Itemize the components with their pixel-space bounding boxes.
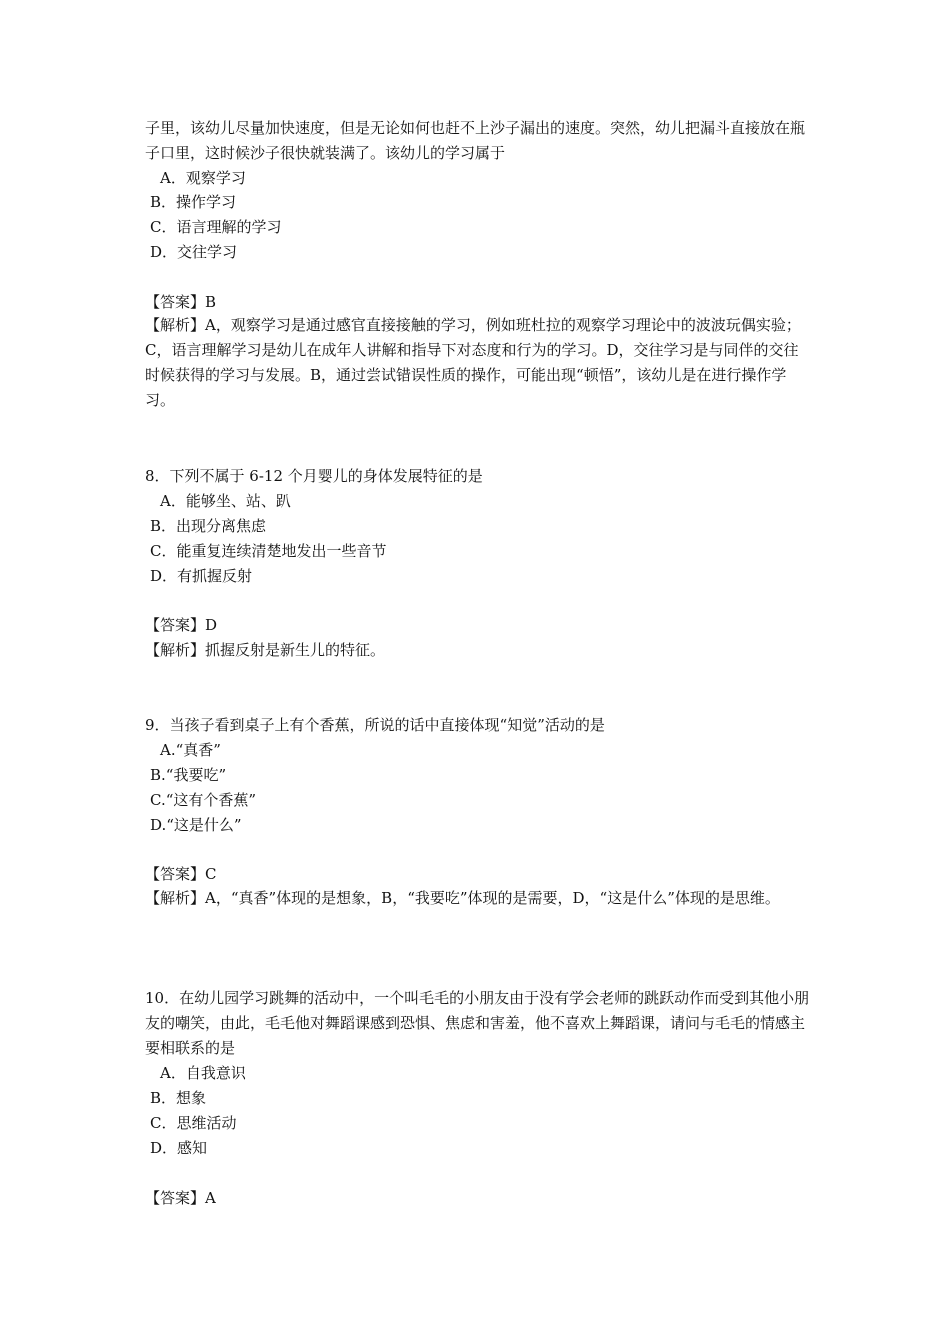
- q8-answer: 【答案】D: [145, 616, 218, 634]
- q8-stem: 8．下列不属于 6-12 个月婴儿的身体发展特征的是: [145, 467, 483, 485]
- q10-option-d: D．感知: [150, 1139, 208, 1157]
- q9-option-b: B.“我要吃”: [150, 766, 227, 784]
- q9-answer: 【答案】C: [145, 865, 217, 883]
- q7-option-d: D．交往学习: [150, 243, 238, 261]
- q10-option-a: A．自我意识: [160, 1064, 246, 1082]
- q7-analysis: 【解析】A，观察学习是通过感官直接接触的学习，例如班杜拉的观察学习理论中的波波玩偶实验；C，语言理解学习是幼儿在成年人讲解和指导下对态度和行为的学习。D，交往学习是与同伴的交往时候获得的学习与发展。B，通过尝试错误性质的操作，可能出现“顿悟”，该幼儿是在进行操作学习。: [145, 316, 801, 409]
- q9-analysis: 【解析】A，“真香”体现的是想象，B，“我要吃”体现的是需要，D，“这是什么”体现的是思维。: [145, 889, 780, 907]
- q9-option-d: D.“这是什么”: [150, 816, 242, 834]
- q8-option-c: C．能重复连续清楚地发出一些音节: [150, 542, 387, 560]
- q10-answer: 【答案】A: [145, 1189, 216, 1207]
- q8-option-d: D．有抓握反射: [150, 567, 253, 585]
- q7-option-a: A．观察学习: [160, 169, 246, 187]
- q7-answer: 【答案】B: [145, 293, 217, 311]
- q9-option-a: A.“真香”: [160, 741, 221, 759]
- q7-option-c: C．语言理解的学习: [150, 218, 282, 236]
- q8-option-b: B．出现分离焦虑: [150, 517, 267, 535]
- q8-analysis: 【解析】抓握反射是新生儿的特征。: [145, 641, 386, 659]
- q7-stem: 子里，该幼儿尽量加快速度，但是无论如何也赶不上沙子漏出的速度。突然，幼儿把漏斗直接放在瓶子口里，这时候沙子很快就装满了。该幼儿的学习属于: [145, 119, 806, 162]
- q10-option-c: C．思维活动: [150, 1114, 237, 1132]
- q8-option-a: A．能够坐、站、趴: [160, 492, 291, 510]
- q10-stem: 10．在幼儿园学习跳舞的活动中，一个叫毛毛的小朋友由于没有学会老师的跳跃动作而受到其他小朋友的嘲笑，由此，毛毛他对舞蹈课感到恐惧、焦虑和害羞，他不喜欢上舞蹈课，请问与毛毛的情感主要相联系的是: [145, 989, 810, 1057]
- q9-option-c: C.“这有个香蕉”: [150, 791, 257, 809]
- q9-stem: 9．当孩子看到桌子上有个香蕉，所说的话中直接体现“知觉”活动的是: [145, 716, 605, 734]
- q7-option-b: B．操作学习: [150, 193, 237, 211]
- q10-option-b: B．想象: [150, 1089, 207, 1107]
